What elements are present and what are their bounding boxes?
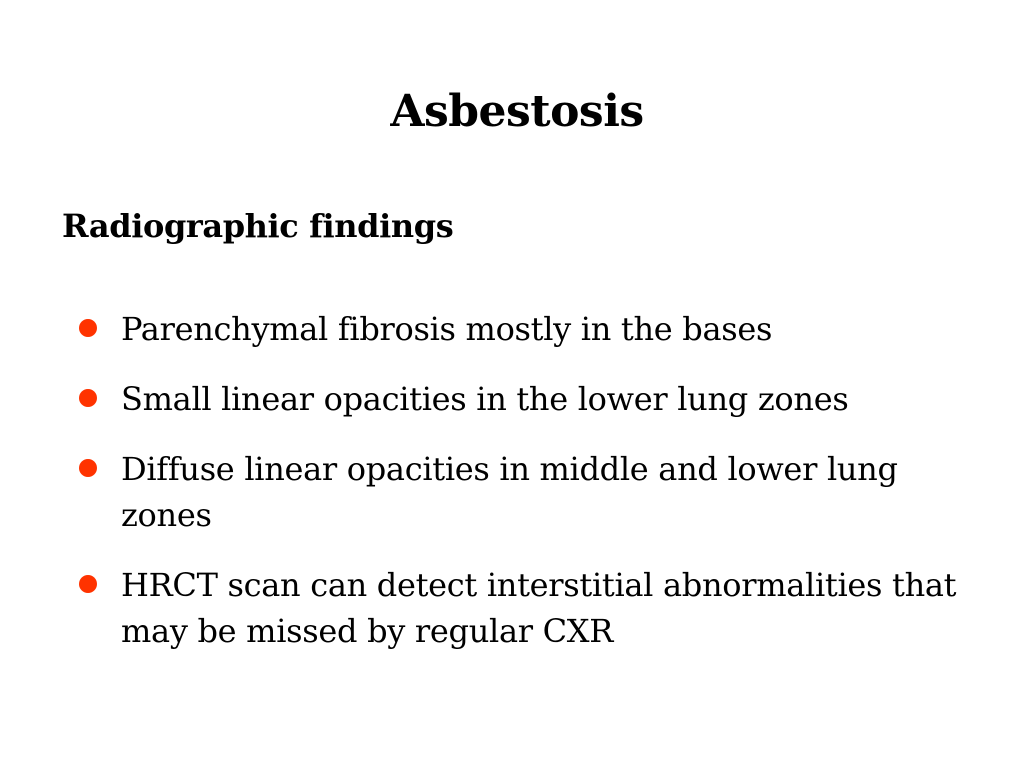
slide-subtitle: Radiographic findings: [62, 207, 454, 245]
bullet-text: Small linear opacities in the lower lung zones: [121, 380, 849, 418]
bullet-text: Parenchymal fibrosis mostly in the bases: [121, 310, 773, 348]
bullet-list: [74, 306, 974, 678]
bullet-text: HRCT scan can detect interstitial abnormalities that may be missed by regular CXR: [121, 566, 957, 650]
bullet-dot-icon: [79, 319, 97, 337]
bullet-item: [74, 562, 974, 654]
bullet-item: [74, 376, 974, 422]
bullet-dot-icon: [79, 459, 97, 477]
bullet-dot-icon: [79, 575, 97, 593]
bullet-item: [74, 306, 974, 352]
bullet-item: [74, 446, 974, 538]
bullet-dot-icon: [79, 389, 97, 407]
slide-title: Asbestosis: [390, 86, 644, 137]
bullet-text: Diffuse linear opacities in middle and lower lung zones: [121, 450, 898, 534]
